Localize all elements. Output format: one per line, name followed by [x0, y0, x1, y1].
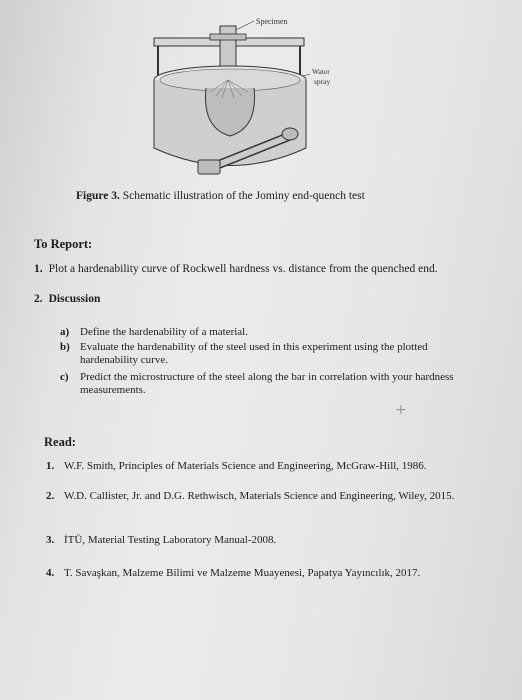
- discussion-item-a: [60, 326, 490, 340]
- reference-3-number: 3.: [46, 534, 55, 546]
- water-label: Water: [312, 67, 330, 76]
- discussion-item-c-text: Predict the microstructure of the steel along the bar in correlation with your hardness measurements.: [80, 371, 454, 396]
- report-item-2-text: Discussion: [48, 293, 101, 305]
- discussion-item-a-text: Define the hardenability of a material.: [80, 326, 248, 338]
- read-heading: Read:: [44, 435, 76, 449]
- figure-caption-label: Figure 3.: [76, 190, 120, 202]
- crosshair-cursor-icon: +: [395, 402, 407, 418]
- specimen-label: Specimen: [256, 17, 288, 26]
- reference-item-4: [46, 566, 496, 582]
- jominy-apparatus-illustration: [150, 8, 350, 183]
- reference-3-text: İTÜ, Material Testing Laboratory Manual-2008.: [64, 534, 277, 546]
- figure-caption-text: Schematic illustration of the Jominy end-quench test: [122, 190, 365, 202]
- reference-2-number: 2.: [46, 490, 55, 502]
- reference-4-text: T. Savaşkan, Malzeme Bilimi ve Malzeme Muayenesi, Papatya Yayıncılık, 2017.: [64, 567, 421, 579]
- reference-1-text: W.F. Smith, Principles of Materials Science and Engineering, McGraw-Hill, 1986.: [64, 460, 427, 472]
- discussion-item-b: [60, 341, 490, 369]
- discussion-item-c: [60, 371, 490, 399]
- report-item-2-number: 2.: [34, 293, 43, 305]
- reference-item-3: [46, 533, 496, 549]
- report-item-1-text: Plot a hardenability curve of Rockwell hardness vs. distance from the quenched end.: [48, 263, 438, 275]
- discussion-item-a-marker: a): [60, 326, 70, 338]
- discussion-item-b-text: Evaluate the hardenability of the steel used in this experiment using the plotted hardenability curve.: [80, 341, 428, 366]
- reference-1-number: 1.: [46, 460, 55, 472]
- discussion-item-b-marker: b): [60, 341, 70, 353]
- spray-label: spray: [314, 77, 331, 86]
- to-report-heading: To Report:: [34, 237, 93, 251]
- report-item-1-number: 1.: [34, 263, 43, 275]
- report-item-2: [34, 293, 100, 305]
- discussion-item-c-marker: c): [60, 371, 69, 383]
- reference-4-number: 4.: [46, 567, 55, 579]
- reference-item-1: [46, 459, 496, 475]
- report-item-1: [34, 263, 438, 275]
- reference-item-2: [46, 489, 496, 519]
- reference-2-text: W.D. Callister, Jr. and D.G. Rethwisch, Materials Science and Engineering, Wiley, 2015.: [64, 490, 455, 502]
- figure-caption: [76, 190, 365, 202]
